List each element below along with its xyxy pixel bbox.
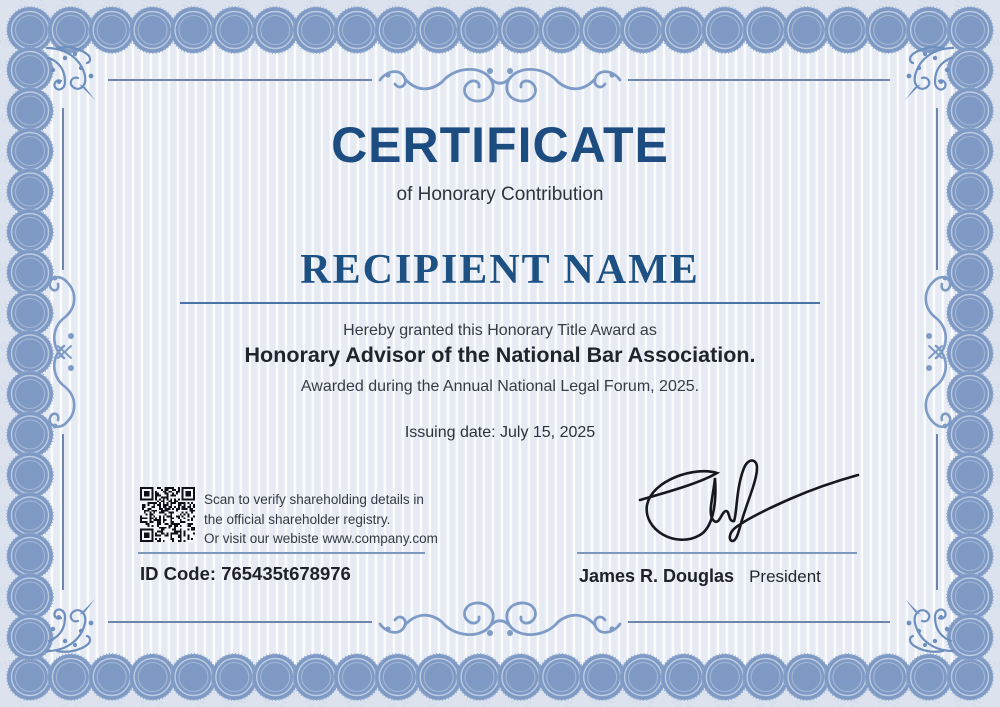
qr-code-icon bbox=[140, 487, 195, 542]
issuing-date-line: Issuing date: July 15, 2025 bbox=[404, 424, 596, 441]
certificate-subtitle: of Honorary Contribution bbox=[396, 184, 604, 205]
qr-caption bbox=[204, 490, 438, 549]
recipient-name: RECIPIENT NAME bbox=[300, 247, 700, 293]
qr-caption-line-1: Scan to verify shareholding details in bbox=[204, 492, 424, 507]
awarded-during-line: Awarded during the Annual National Legal Forum, 2025. bbox=[300, 378, 700, 395]
signature-block bbox=[579, 566, 821, 587]
qr-caption-line-2: the official shareholder registry. bbox=[204, 511, 391, 527]
certificate-title: CERTIFICATE bbox=[331, 117, 669, 173]
id-code: ID Code: 765435t678976 bbox=[140, 563, 351, 584]
signer-name: James R. Douglas bbox=[579, 566, 735, 586]
granted-line: Hereby granted this Honorary Title Award as bbox=[343, 322, 657, 339]
award-title-line: Honorary Advisor of the National Bar Association. bbox=[244, 343, 756, 367]
qr-caption-line-3: Or visit our webiste www.company.com bbox=[204, 531, 438, 546]
signer-title: President bbox=[749, 567, 821, 586]
